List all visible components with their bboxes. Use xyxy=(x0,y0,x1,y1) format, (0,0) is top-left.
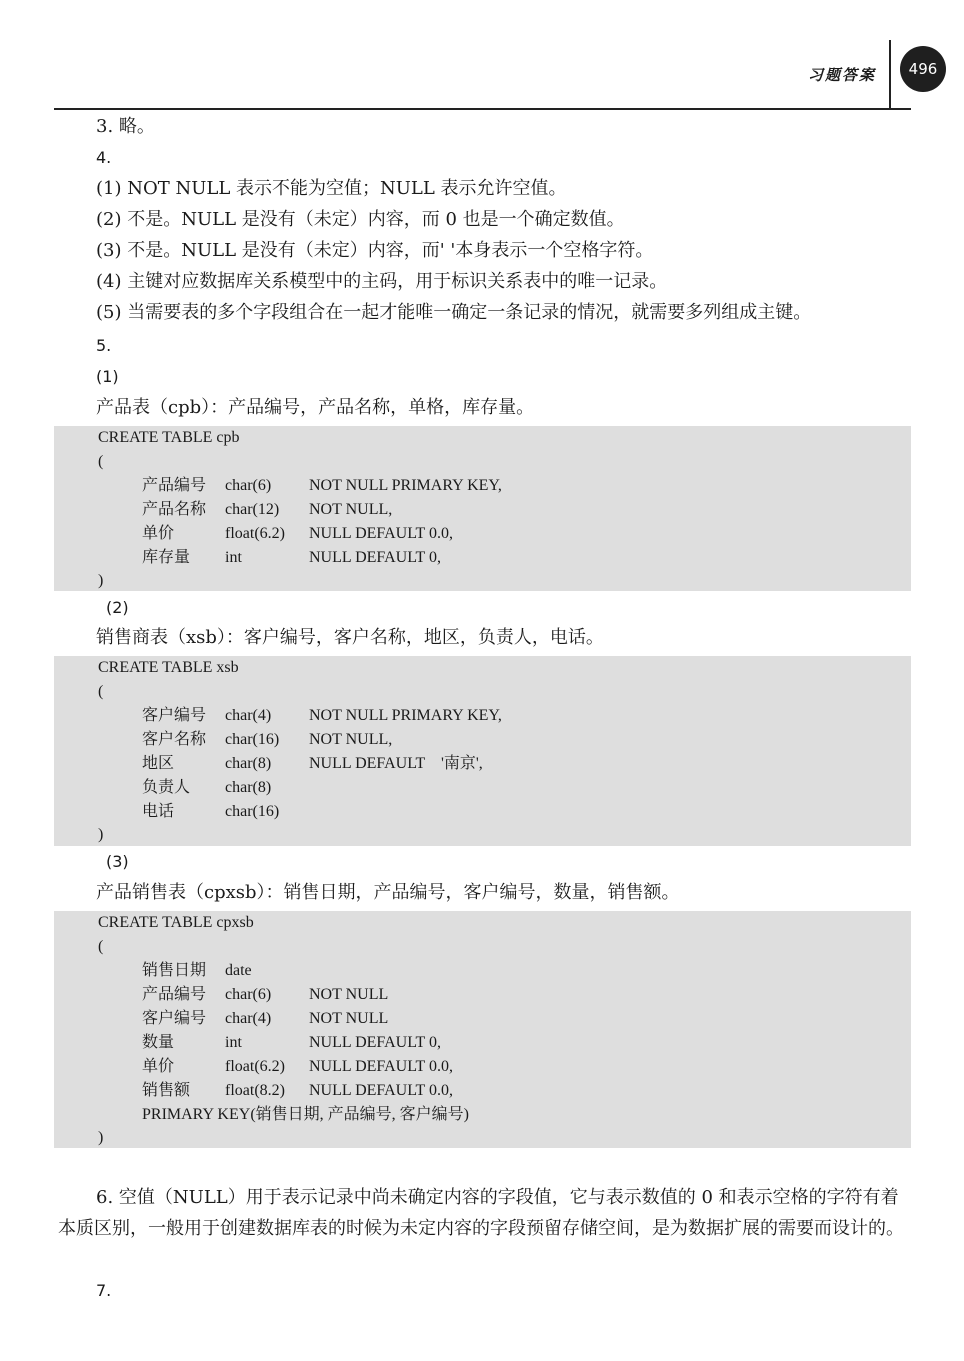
answer-5-3-desc: 产品销售表（cpxsb）：销售日期，产品编号，客户编号，数量，销售额。 xyxy=(96,882,680,903)
field-name: 销售额 xyxy=(142,1082,191,1099)
field-name: 客户编号 xyxy=(142,1010,207,1027)
field-name: 库存量 xyxy=(142,549,191,566)
code-block-cpxsb xyxy=(54,911,911,1148)
field-type: char(4) xyxy=(225,1010,272,1027)
field-constraint: NULL DEFAULT '南京', xyxy=(309,755,483,772)
field-name: 单价 xyxy=(142,525,175,542)
field-type: int xyxy=(225,549,242,566)
field-name: 地区 xyxy=(142,755,175,772)
answer-6-paragraph: 6. 空值（NULL）用于表示记录中尚未确定内容的字段值，它与表示数值的 0 和表示空格的字符有着本质区别，一般用于创建数据库表的时候为未定内容的字段预留存储空间，是为数据扩展的需要而设计的。 xyxy=(58,1187,904,1239)
code-close-paren: ) xyxy=(98,572,104,589)
field-type: float(6.2) xyxy=(225,525,285,542)
answer-5-2-label: (2) xyxy=(106,598,129,617)
field-type: char(16) xyxy=(225,803,280,820)
page-number-badge: 496 xyxy=(900,46,946,92)
field-name: 销售日期 xyxy=(142,962,207,979)
field-type: int xyxy=(225,1034,242,1051)
field-name: 产品编号 xyxy=(142,986,207,1003)
code-create: CREATE TABLE xsb xyxy=(98,659,239,676)
code-block-xsb xyxy=(54,656,911,846)
field-type: char(6) xyxy=(225,477,272,494)
field-name: 产品名称 xyxy=(142,501,207,518)
field-type: date xyxy=(225,962,252,979)
answer-3: 3. 略。 xyxy=(96,116,155,137)
code-open-paren: ( xyxy=(98,938,104,955)
answer-4-4: (4) 主键对应数据库关系模型中的主码，用于标识关系表中的唯一记录。 xyxy=(96,271,668,292)
code-close-paren: ) xyxy=(98,826,104,843)
field-name: 客户名称 xyxy=(142,731,207,748)
field-name: 数量 xyxy=(142,1034,175,1051)
answer-4-1: (1) NOT NULL 表示不能为空值；NULL 表示允许空值。 xyxy=(96,178,567,199)
answer-4-3: (3) 不是。NULL 是没有（未定）内容，而' '本身表示一个空格字符。 xyxy=(96,240,654,261)
code-close-paren: ) xyxy=(98,1129,104,1146)
header-divider xyxy=(889,40,891,108)
answer-5-3-label: (3) xyxy=(106,852,129,871)
field-type: char(8) xyxy=(225,779,272,796)
section-title: 习题答案 xyxy=(807,66,876,84)
answer-5-1-label: (1) xyxy=(96,367,119,386)
field-constraint: NOT NULL, xyxy=(309,501,393,518)
header-rule xyxy=(54,108,911,110)
code-open-paren: ( xyxy=(98,453,104,470)
field-constraint: NOT NULL xyxy=(309,986,389,1003)
field-constraint: NOT NULL PRIMARY KEY, xyxy=(309,707,502,724)
field-constraint: NOT NULL PRIMARY KEY, xyxy=(309,477,502,494)
field-type: char(12) xyxy=(225,501,280,518)
field-constraint: NULL DEFAULT 0.0, xyxy=(309,1058,453,1075)
field-name: 电话 xyxy=(142,803,175,820)
field-name: 单价 xyxy=(142,1058,175,1075)
field-type: float(8.2) xyxy=(225,1082,285,1099)
answer-5-1-desc: 产品表（cpb）：产品编号，产品名称，单格，库存量。 xyxy=(96,397,535,418)
field-name: 负责人 xyxy=(142,779,191,796)
field-constraint: NULL DEFAULT 0.0, xyxy=(309,1082,453,1099)
code-block-cpb xyxy=(54,426,911,591)
field-type: char(16) xyxy=(225,731,280,748)
answer-7-heading: 7. xyxy=(96,1281,112,1300)
field-constraint: NOT NULL xyxy=(309,1010,389,1027)
field-name: 客户编号 xyxy=(142,707,207,724)
field-constraint: NOT NULL, xyxy=(309,731,393,748)
field-type: char(6) xyxy=(225,986,272,1003)
field-name: 产品编号 xyxy=(142,477,207,494)
field-constraint: NULL DEFAULT 0, xyxy=(309,549,441,566)
code-open-paren: ( xyxy=(98,683,104,700)
field-constraint: NULL DEFAULT 0.0, xyxy=(309,525,453,542)
field-type: float(6.2) xyxy=(225,1058,285,1075)
answer-4-heading: 4. xyxy=(96,148,112,167)
field-type: char(8) xyxy=(225,755,272,772)
answer-5-2-desc: 销售商表（xsb）：客户编号，客户名称，地区，负责人，电话。 xyxy=(96,627,604,648)
answer-4-5: (5) 当需要表的多个字段组合在一起才能唯一确定一条记录的情况，就需要多列组成主键。 xyxy=(96,302,812,323)
answer-5-heading: 5. xyxy=(96,336,112,355)
answer-4-2: (2) 不是。NULL 是没有（未定）内容，而 0 也是一个确定数值。 xyxy=(96,209,625,230)
code-create: CREATE TABLE cpxsb xyxy=(98,914,254,931)
field-constraint: NULL DEFAULT 0, xyxy=(309,1034,441,1051)
code-create: CREATE TABLE cpb xyxy=(98,429,240,446)
code-primary-key: PRIMARY KEY(销售日期, 产品编号, 客户编号) xyxy=(142,1106,469,1123)
field-type: char(4) xyxy=(225,707,272,724)
